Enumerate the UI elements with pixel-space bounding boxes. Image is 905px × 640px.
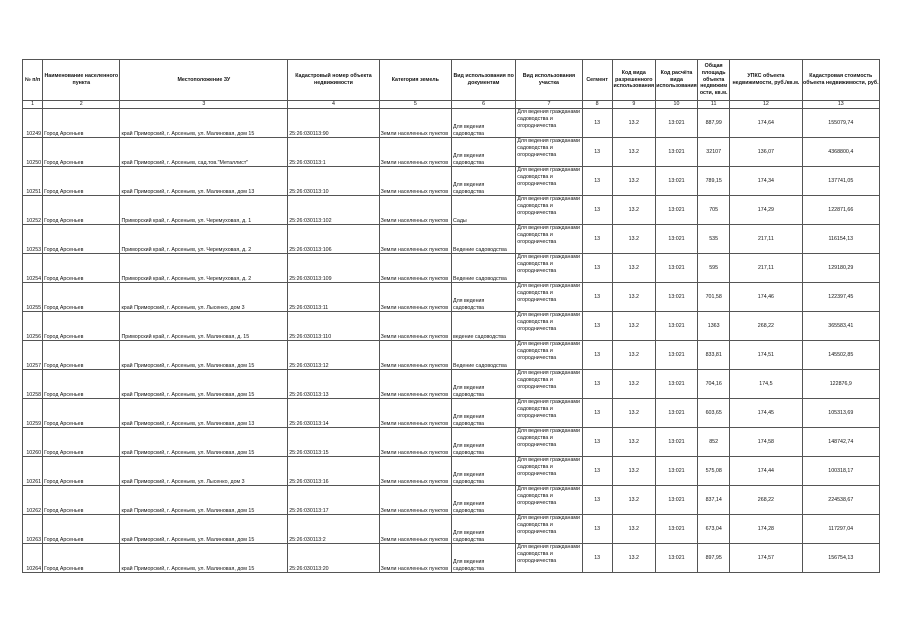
upks-value: 174,34 (730, 167, 802, 196)
segment: 13 (582, 312, 612, 341)
plot-use: Для ведения гражданами садоводства и огородничества (516, 428, 582, 457)
column-number: 8 (582, 101, 612, 109)
calculation-code: 13:021 (655, 515, 697, 544)
cadastral-number: 25:26:030113:1 (288, 138, 379, 167)
plot-use: Для ведения гражданами садоводства и огородничества (516, 138, 582, 167)
permitted-use-code: 13.2 (612, 138, 655, 167)
plot-use: Для ведения гражданами садоводства и огородничества (516, 196, 582, 225)
cadastral-number: 25:26:030113:12 (288, 341, 379, 370)
table-row (23, 167, 880, 196)
header-cell: Общая площадь объекта недвижим ости, кв.м. (698, 60, 730, 101)
plot-use: Для ведения гражданами садоводства и огородничества (516, 225, 582, 254)
upks-value: 174,44 (730, 457, 802, 486)
segment: 13 (582, 428, 612, 457)
calculation-code: 13:021 (655, 225, 697, 254)
cadastral-cost: 4368800,4 (802, 138, 879, 167)
header-cell: Категория земель (379, 60, 451, 101)
header-cell: Вид использования участка (516, 60, 582, 101)
settlement-name: Город Арсеньев (43, 370, 120, 399)
cadastral-cost: 155079,74 (802, 109, 879, 138)
plot-use: Для ведения гражданами садоводства и огородничества (516, 399, 582, 428)
cadastral-number: 25:26:030113:106 (288, 225, 379, 254)
settlement-name: Город Арсеньев (43, 544, 120, 573)
row-number: 10249 (23, 109, 43, 138)
permitted-use-code: 13.2 (612, 399, 655, 428)
header-cell: Сегмент (582, 60, 612, 101)
plot-use: Для ведения гражданами садоводства и огородничества (516, 457, 582, 486)
row-number: 10260 (23, 428, 43, 457)
calculation-code: 13:021 (655, 544, 697, 573)
plot-use: Для ведения гражданами садоводства и огородничества (516, 283, 582, 312)
column-number: 7 (516, 101, 582, 109)
upks-value: 174,28 (730, 515, 802, 544)
area: 673,04 (698, 515, 730, 544)
land-location: край Приморский, г. Арсеньев, сад.тов."Металлист" (120, 138, 288, 167)
area: 32107 (698, 138, 730, 167)
cadastral-number: 25:26:030113:2 (288, 515, 379, 544)
table-row (23, 254, 880, 283)
row-number: 10256 (23, 312, 43, 341)
cadastral-cost: 117297,04 (802, 515, 879, 544)
column-number: 5 (379, 101, 451, 109)
settlement-name: Город Арсеньев (43, 196, 120, 225)
land-location: край Приморский, г. Арсеньев, ул. Малиновая, дом 15 (120, 428, 288, 457)
row-number: 10263 (23, 515, 43, 544)
header-cell: № п/п (23, 60, 43, 101)
documented-use: Для ведения садоводства (451, 544, 515, 573)
land-category: Земли населенных пунктов (379, 167, 451, 196)
upks-value: 174,29 (730, 196, 802, 225)
upks-value: 268,22 (730, 486, 802, 515)
land-location: край Приморский, г. Арсеньев, ул. Лысенко, дом 3 (120, 457, 288, 486)
header-cell: УПКС объекта недвижимости, руб./кв.м. (730, 60, 802, 101)
column-number: 6 (451, 101, 515, 109)
documented-use: Для ведения садоводства (451, 283, 515, 312)
calculation-code: 13:021 (655, 283, 697, 312)
land-category: Земли населенных пунктов (379, 428, 451, 457)
calculation-code: 13:021 (655, 109, 697, 138)
land-location: край Приморский, г. Арсеньев, ул. Малиновая, дом 15 (120, 515, 288, 544)
land-location: край Приморский, г. Арсеньев, ул. Малиновая, дом 15 (120, 544, 288, 573)
settlement-name: Город Арсеньев (43, 341, 120, 370)
upks-value: 174,57 (730, 544, 802, 573)
table-row (23, 225, 880, 254)
land-location: Приморский край, г. Арсеньев, ул. Черемуховая, д. 1 (120, 196, 288, 225)
segment: 13 (582, 544, 612, 573)
header-cell: Код вида разрешенного использования (612, 60, 655, 101)
plot-use: Для ведения гражданами садоводства и огородничества (516, 109, 582, 138)
cadastral-number: 25:26:030113:15 (288, 428, 379, 457)
table-body (23, 109, 880, 573)
row-number: 10255 (23, 283, 43, 312)
row-number: 10261 (23, 457, 43, 486)
documented-use: Ведение садоводства (451, 225, 515, 254)
segment: 13 (582, 167, 612, 196)
segment: 13 (582, 486, 612, 515)
land-location: край Приморский, г. Арсеньев, ул. Малиновая, дом 13 (120, 167, 288, 196)
land-category: Земли населенных пунктов (379, 515, 451, 544)
table-row (23, 457, 880, 486)
cadastral-number: 25:26:030113:13 (288, 370, 379, 399)
column-number: 11 (698, 101, 730, 109)
upks-value: 174,64 (730, 109, 802, 138)
settlement-name: Город Арсеньев (43, 486, 120, 515)
header-cell: Местоположение ЗУ (120, 60, 288, 101)
cadastral-cost: 224538,67 (802, 486, 879, 515)
land-location: край Приморский, г. Арсеньев, ул. Лысенко, дом 3 (120, 283, 288, 312)
cadastral-cost: 116154,13 (802, 225, 879, 254)
settlement-name: Город Арсеньев (43, 167, 120, 196)
cadastral-number: 25:26:030113:11 (288, 283, 379, 312)
table-row (23, 341, 880, 370)
cadastral-cost: 105313,69 (802, 399, 879, 428)
row-number: 10254 (23, 254, 43, 283)
upks-value: 268,22 (730, 312, 802, 341)
land-category: Земли населенных пунктов (379, 457, 451, 486)
permitted-use-code: 13.2 (612, 167, 655, 196)
land-category: Земли населенных пунктов (379, 225, 451, 254)
upks-value: 174,51 (730, 341, 802, 370)
land-location: Приморский край, г. Арсеньев, ул. Черемуховая, д. 2 (120, 254, 288, 283)
area: 887,99 (698, 109, 730, 138)
documented-use: Для ведения садоводства (451, 515, 515, 544)
segment: 13 (582, 515, 612, 544)
column-number-row (23, 101, 880, 109)
documented-use: Для ведения садоводства (451, 428, 515, 457)
settlement-name: Город Арсеньев (43, 254, 120, 283)
land-category: Земли населенных пунктов (379, 486, 451, 515)
settlement-name: Город Арсеньев (43, 399, 120, 428)
column-number: 2 (43, 101, 120, 109)
row-number: 10253 (23, 225, 43, 254)
table-row (23, 428, 880, 457)
table-row (23, 312, 880, 341)
settlement-name: Город Арсеньев (43, 428, 120, 457)
segment: 13 (582, 457, 612, 486)
column-number: 3 (120, 101, 288, 109)
table-row (23, 196, 880, 225)
land-location: край Приморский, г. Арсеньев, ул. Малиновая, дом 15 (120, 341, 288, 370)
settlement-name: Город Арсеньев (43, 515, 120, 544)
table-row (23, 399, 880, 428)
permitted-use-code: 13.2 (612, 109, 655, 138)
cadastral-cost: 145502,85 (802, 341, 879, 370)
column-number: 12 (730, 101, 802, 109)
cadastral-number: 25:26:030113:16 (288, 457, 379, 486)
documented-use: Для ведения садоводства (451, 138, 515, 167)
plot-use: Для ведения гражданами садоводства и огородничества (516, 515, 582, 544)
permitted-use-code: 13.2 (612, 196, 655, 225)
cadastral-cost: 156754,13 (802, 544, 879, 573)
area: 1363 (698, 312, 730, 341)
row-number: 10262 (23, 486, 43, 515)
land-category: Земли населенных пунктов (379, 196, 451, 225)
row-number: 10264 (23, 544, 43, 573)
documented-use: Для ведения садоводства (451, 399, 515, 428)
permitted-use-code: 13.2 (612, 254, 655, 283)
calculation-code: 13:021 (655, 370, 697, 399)
row-number: 10258 (23, 370, 43, 399)
calculation-code: 13:021 (655, 254, 697, 283)
calculation-code: 13:021 (655, 457, 697, 486)
area: 595 (698, 254, 730, 283)
segment: 13 (582, 283, 612, 312)
documented-use: Для ведения садоводства (451, 486, 515, 515)
header-cell: Кадастровый номер объекта недвижимости (288, 60, 379, 101)
area: 603,65 (698, 399, 730, 428)
land-category: Земли населенных пунктов (379, 399, 451, 428)
column-number: 10 (655, 101, 697, 109)
calculation-code: 13:021 (655, 167, 697, 196)
calculation-code: 13:021 (655, 399, 697, 428)
calculation-code: 13:021 (655, 138, 697, 167)
cadastral-number: 25:26:030113:17 (288, 486, 379, 515)
table-row (23, 486, 880, 515)
land-category: Земли населенных пунктов (379, 312, 451, 341)
calculation-code: 13:021 (655, 196, 697, 225)
column-number: 4 (288, 101, 379, 109)
upks-value: 217,11 (730, 225, 802, 254)
cadastral-cost: 122876,9 (802, 370, 879, 399)
documented-use: Для ведения садоводства (451, 370, 515, 399)
area: 701,58 (698, 283, 730, 312)
table-row (23, 138, 880, 167)
land-category: Земли населенных пунктов (379, 138, 451, 167)
permitted-use-code: 13.2 (612, 312, 655, 341)
table-row (23, 109, 880, 138)
documented-use: Для ведения садоводства (451, 167, 515, 196)
land-location: край Приморский, г. Арсеньев, ул. Малиновая, дом 15 (120, 370, 288, 399)
permitted-use-code: 13.2 (612, 370, 655, 399)
cadastral-cost: 365583,41 (802, 312, 879, 341)
plot-use: Для ведения гражданами садоводства и огородничества (516, 312, 582, 341)
area: 789,15 (698, 167, 730, 196)
segment: 13 (582, 138, 612, 167)
permitted-use-code: 13.2 (612, 341, 655, 370)
segment: 13 (582, 109, 612, 138)
documented-use: Ведение садоводства (451, 254, 515, 283)
permitted-use-code: 13.2 (612, 515, 655, 544)
segment: 13 (582, 196, 612, 225)
permitted-use-code: 13.2 (612, 225, 655, 254)
cadastral-number: 25:26:030113:110 (288, 312, 379, 341)
upks-value: 174,45 (730, 399, 802, 428)
permitted-use-code: 13.2 (612, 428, 655, 457)
land-category: Земли населенных пунктов (379, 254, 451, 283)
land-category: Земли населенных пунктов (379, 109, 451, 138)
documented-use: Для ведения садоводства (451, 457, 515, 486)
documented-use: ведение садоводства (451, 312, 515, 341)
segment: 13 (582, 225, 612, 254)
row-number: 10257 (23, 341, 43, 370)
land-location: край Приморский, г. Арсеньев, ул. Малиновая, дом 15 (120, 109, 288, 138)
cadastral-number: 25:26:030113:102 (288, 196, 379, 225)
settlement-name: Город Арсеньев (43, 312, 120, 341)
area: 704,16 (698, 370, 730, 399)
upks-value: 174,58 (730, 428, 802, 457)
cadastral-cost: 129180,29 (802, 254, 879, 283)
table-row (23, 544, 880, 573)
cadastral-number: 25:26:030113:90 (288, 109, 379, 138)
column-number: 1 (23, 101, 43, 109)
area: 897,95 (698, 544, 730, 573)
upks-value: 217,11 (730, 254, 802, 283)
plot-use: Для ведения гражданами садоводства и огородничества (516, 254, 582, 283)
settlement-name: Город Арсеньев (43, 457, 120, 486)
header-cell: Код расчёта вида использования (655, 60, 697, 101)
column-number: 13 (802, 101, 879, 109)
calculation-code: 13:021 (655, 428, 697, 457)
settlement-name: Город Арсеньев (43, 138, 120, 167)
plot-use: Для ведения гражданами садоводства и огородничества (516, 544, 582, 573)
calculation-code: 13:021 (655, 486, 697, 515)
cadastral-cost: 100318,17 (802, 457, 879, 486)
cadastral-number: 25:26:030113:109 (288, 254, 379, 283)
plot-use: Для ведения гражданами садоводства и огородничества (516, 167, 582, 196)
upks-value: 174,46 (730, 283, 802, 312)
column-number: 9 (612, 101, 655, 109)
row-number: 10250 (23, 138, 43, 167)
header-cell: Кадастровая стоимость объекта недвижимости, руб. (802, 60, 879, 101)
segment: 13 (582, 399, 612, 428)
permitted-use-code: 13.2 (612, 544, 655, 573)
documented-use: Для ведения садоводства (451, 109, 515, 138)
calculation-code: 13:021 (655, 341, 697, 370)
permitted-use-code: 13.2 (612, 283, 655, 312)
settlement-name: Город Арсеньев (43, 109, 120, 138)
cadastral-number: 25:26:030113:10 (288, 167, 379, 196)
plot-use: Для ведения гражданами садоводства и огородничества (516, 341, 582, 370)
plot-use: Для ведения гражданами садоводства и огородничества (516, 370, 582, 399)
land-location: Приморский край, г. Арсеньев, ул. Черемуховая, д. 2 (120, 225, 288, 254)
area: 833,81 (698, 341, 730, 370)
cadastral-cost: 122397,45 (802, 283, 879, 312)
documented-use: Ведение садоводства (451, 341, 515, 370)
land-category: Земли населенных пунктов (379, 341, 451, 370)
header-cell: Вид использования по документам (451, 60, 515, 101)
table-row (23, 515, 880, 544)
land-category: Земли населенных пунктов (379, 370, 451, 399)
calculation-code: 13:021 (655, 312, 697, 341)
row-number: 10252 (23, 196, 43, 225)
land-location: край Приморский, г. Арсеньев, ул. Малиновая, дом 15 (120, 486, 288, 515)
area: 705 (698, 196, 730, 225)
cadastral-cost: 148742,74 (802, 428, 879, 457)
land-location: Приморский край, г. Арсеньев, ул. Малиновая, д. 15 (120, 312, 288, 341)
cadastral-cost: 122871,66 (802, 196, 879, 225)
segment: 13 (582, 341, 612, 370)
segment: 13 (582, 370, 612, 399)
area: 837,14 (698, 486, 730, 515)
cadastral-cost: 137741,05 (802, 167, 879, 196)
land-category: Земли населенных пунктов (379, 544, 451, 573)
land-location: край Приморский, г. Арсеньев, ул. Малиновая, дом 13 (120, 399, 288, 428)
area: 575,08 (698, 457, 730, 486)
settlement-name: Город Арсеньев (43, 225, 120, 254)
plot-use: Для ведения гражданами садоводства и огородничества (516, 486, 582, 515)
area: 535 (698, 225, 730, 254)
documented-use: Сады (451, 196, 515, 225)
area: 852 (698, 428, 730, 457)
segment: 13 (582, 254, 612, 283)
permitted-use-code: 13.2 (612, 486, 655, 515)
header-cell: Наименование населенного пункта (43, 60, 120, 101)
cadastral-number: 25:26:030113:14 (288, 399, 379, 428)
permitted-use-code: 13.2 (612, 457, 655, 486)
table-row (23, 370, 880, 399)
row-number: 10259 (23, 399, 43, 428)
upks-value: 136,07 (730, 138, 802, 167)
upks-value: 174,5 (730, 370, 802, 399)
cadastral-value-table (22, 59, 880, 573)
land-category: Земли населенных пунктов (379, 283, 451, 312)
cadastral-number: 25:26:030113:20 (288, 544, 379, 573)
settlement-name: Город Арсеньев (43, 283, 120, 312)
row-number: 10251 (23, 167, 43, 196)
table-row (23, 283, 880, 312)
header-row (23, 60, 880, 101)
